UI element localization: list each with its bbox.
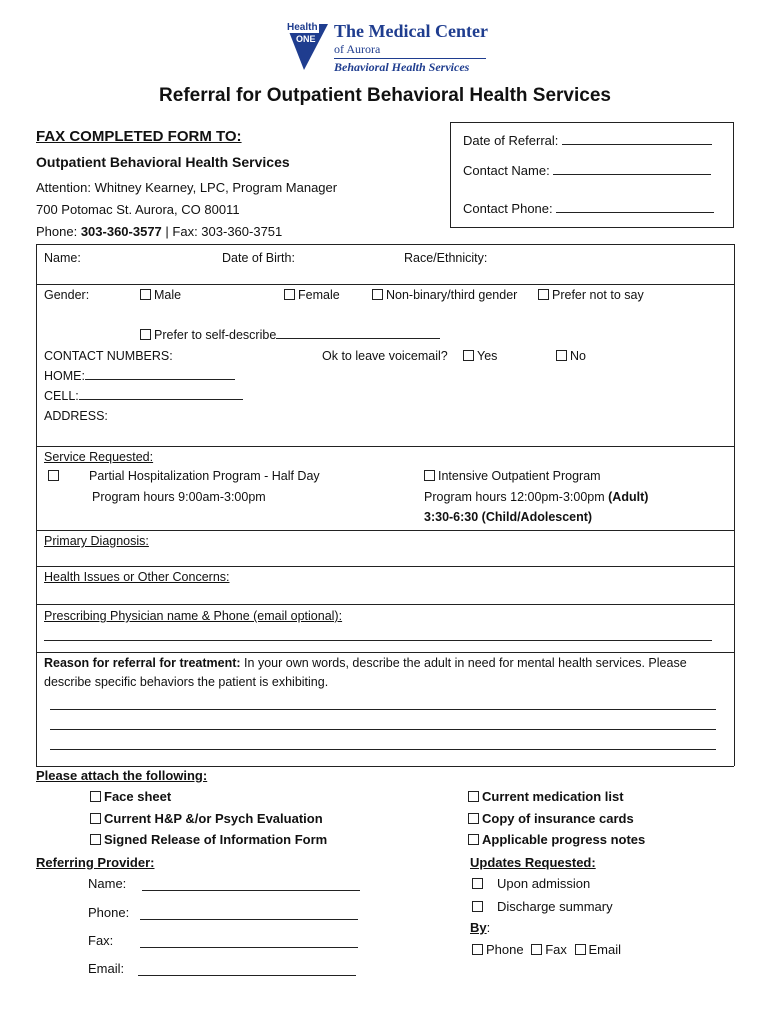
physician-input-line[interactable] <box>44 640 712 641</box>
update-by-fax-label: Fax <box>545 942 567 957</box>
reason-text <box>44 656 724 670</box>
voicemail-yes-label: Yes <box>477 349 498 363</box>
attach-hp-eval-label: Current H&P &/or Psych Evaluation <box>104 811 323 826</box>
attach-insurance-cards[interactable] <box>468 811 634 826</box>
provider-name-input[interactable] <box>142 890 360 891</box>
gender-prefer-not-option[interactable] <box>538 288 644 302</box>
update-by-phone[interactable] <box>472 942 524 957</box>
checkbox-icon <box>424 470 435 481</box>
reason-input-line-2[interactable] <box>50 729 716 730</box>
update-discharge-summary-label: Discharge summary <box>497 899 613 914</box>
php-label: Partial Hospitalization Program - Half Day <box>89 469 320 483</box>
update-upon-admission-label: Upon admission <box>497 876 591 891</box>
attach-hp-eval[interactable] <box>90 811 323 826</box>
provider-phone-label: Phone: <box>88 905 130 920</box>
dob-label: Date of Birth: <box>222 251 295 265</box>
contact-name-label: Contact Name: <box>463 163 550 178</box>
self-describe-label: Prefer to self-describe <box>154 328 277 342</box>
checkbox-icon <box>575 944 586 955</box>
referral-box <box>450 122 734 228</box>
page-title: Referral for Outpatient Behavioral Health Services <box>159 85 611 106</box>
iop-label: Intensive Outpatient Program <box>438 469 601 483</box>
attach-medication-list-label: Current medication list <box>482 789 624 804</box>
updates-by-colon: : <box>486 920 491 935</box>
service-heading: Service Requested: <box>44 450 154 464</box>
attach-release-form-label: Signed Release of Information Form <box>104 832 328 847</box>
home-label: HOME: <box>44 369 85 383</box>
update-by-fax[interactable] <box>531 942 567 957</box>
provider-email-label: Email: <box>88 961 125 976</box>
reason-input-line-3[interactable] <box>50 749 716 750</box>
checkbox-icon <box>472 944 483 955</box>
diagnosis-label: Primary Diagnosis: <box>44 534 149 548</box>
attach-progress-notes[interactable] <box>468 832 645 847</box>
checkbox-icon <box>90 813 101 824</box>
fax-attention-value: Whitney Kearney, LPC, Program Manager <box>94 180 338 195</box>
fax-phone-label: Phone: <box>36 224 78 239</box>
reason-input-line-1[interactable] <box>50 709 716 710</box>
updates-by-options <box>472 942 621 957</box>
date-of-referral-label: Date of Referral: <box>463 133 559 148</box>
fax-org: Outpatient Behavioral Health Services <box>36 154 290 170</box>
provider-fax-label: Fax: <box>88 933 114 948</box>
fax-number: | Fax: 303-360-3751 <box>165 224 283 239</box>
logo-subtitle: of Aurora <box>334 42 381 56</box>
fax-attention <box>36 180 337 195</box>
contact-name-field[interactable] <box>463 163 711 178</box>
gender-nonbinary-label: Non-binary/third gender <box>386 288 518 302</box>
reason-rest: In your own words, describe the adult in need for mental health services. Please <box>240 656 687 670</box>
checkbox-icon <box>468 813 479 824</box>
php-option[interactable] <box>48 469 62 483</box>
updates-by <box>470 920 490 935</box>
iop-hours <box>424 490 648 504</box>
iop-adult-label: (Adult) <box>608 490 649 504</box>
reason-bold: Reason for referral for treatment: <box>44 656 241 670</box>
gender-self-describe-option[interactable] <box>140 328 440 342</box>
logo <box>282 18 502 78</box>
checkbox-icon <box>372 289 383 300</box>
contact-phone-field[interactable] <box>463 201 714 216</box>
iop-hours-value: Program hours 12:00pm-3:00pm <box>424 490 605 504</box>
gender-male-option[interactable] <box>140 288 181 302</box>
cell-phone-field[interactable] <box>44 389 243 403</box>
iop-option[interactable] <box>424 469 601 483</box>
checkbox-icon <box>468 834 479 845</box>
provider-email-input[interactable] <box>138 975 356 976</box>
logo-badge-bottom: ONE <box>296 34 316 44</box>
gender-female-option[interactable] <box>284 288 340 302</box>
attach-medication-list[interactable] <box>468 789 624 804</box>
logo-badge-top: Health <box>287 22 318 33</box>
provider-heading: Referring Provider: <box>36 855 155 870</box>
gender-male-label: Male <box>154 288 182 302</box>
checkbox-icon <box>468 791 479 802</box>
gender-female-label: Female <box>298 288 340 302</box>
logo-tagline: Behavioral Health Services <box>334 60 470 74</box>
provider-name-label: Name: <box>88 876 127 891</box>
checkbox-icon <box>463 350 474 361</box>
fax-phone <box>36 224 282 239</box>
checkbox-icon <box>140 289 151 300</box>
provider-phone-input[interactable] <box>140 919 358 920</box>
checkbox-icon <box>48 470 59 481</box>
home-phone-field[interactable] <box>44 369 235 383</box>
fax-address: 700 Potomac St. Aurora, CO 80011 <box>36 202 240 217</box>
reason-line2: describe specific behaviors the patient is exhibiting. <box>44 675 329 689</box>
attach-progress-notes-label: Applicable progress notes <box>482 832 646 847</box>
update-by-email-label: Email <box>588 942 622 957</box>
attach-face-sheet[interactable] <box>90 789 171 804</box>
physician-label: Prescribing Physician name & Phone (email optional): <box>44 609 343 623</box>
updates-by-label: By <box>470 920 487 935</box>
gender-prefer-not-label: Prefer not to say <box>552 288 644 302</box>
checkbox-icon <box>472 901 483 912</box>
checkbox-icon <box>90 791 101 802</box>
checkbox-icon <box>284 289 295 300</box>
fax-attention-label: Attention: <box>36 180 91 195</box>
contact-numbers-label: CONTACT NUMBERS: <box>44 349 173 363</box>
iop-child-hours: 3:30-6:30 (Child/Adolescent) <box>424 510 593 524</box>
contact-phone-label: Contact Phone: <box>463 201 553 216</box>
race-label: Race/Ethnicity: <box>404 251 488 265</box>
checkbox-icon <box>538 289 549 300</box>
attach-insurance-cards-label: Copy of insurance cards <box>482 811 634 826</box>
voicemail-label: Ok to leave voicemail? <box>322 349 448 363</box>
attach-release-form[interactable] <box>90 832 327 847</box>
gender-label: Gender: <box>44 288 90 302</box>
updates-heading: Updates Requested: <box>470 855 596 870</box>
update-upon-admission[interactable] <box>472 876 590 891</box>
gender-nonbinary-option[interactable] <box>372 288 517 302</box>
update-by-phone-label: Phone <box>486 942 524 957</box>
php-hours: Program hours 9:00am-3:00pm <box>92 490 266 504</box>
checkbox-icon <box>556 350 567 361</box>
checkbox-icon <box>472 878 483 889</box>
patient-name-label: Name: <box>44 251 81 265</box>
fax-heading: FAX COMPLETED FORM TO: <box>36 128 242 145</box>
provider-fax-input[interactable] <box>140 947 358 948</box>
fax-phone-value: 303-360-3577 <box>80 224 162 239</box>
checkbox-icon <box>140 329 151 340</box>
checkbox-icon <box>531 944 542 955</box>
voicemail-yes-option[interactable] <box>463 349 497 363</box>
health-issues-label: Health Issues or Other Concerns: <box>44 570 230 584</box>
voicemail-no-label: No <box>570 349 586 363</box>
attach-heading: Please attach the following: <box>36 768 208 783</box>
logo-divider <box>334 58 486 59</box>
update-discharge-summary[interactable] <box>472 899 613 914</box>
attach-face-sheet-label: Face sheet <box>104 789 172 804</box>
logo-title: The Medical Center <box>334 21 488 41</box>
voicemail-no-option[interactable] <box>556 349 586 363</box>
cell-label: CELL: <box>44 389 79 403</box>
address-label: ADDRESS: <box>44 409 108 423</box>
date-of-referral-field[interactable] <box>463 133 712 148</box>
checkbox-icon <box>90 834 101 845</box>
update-by-email[interactable] <box>575 942 622 957</box>
